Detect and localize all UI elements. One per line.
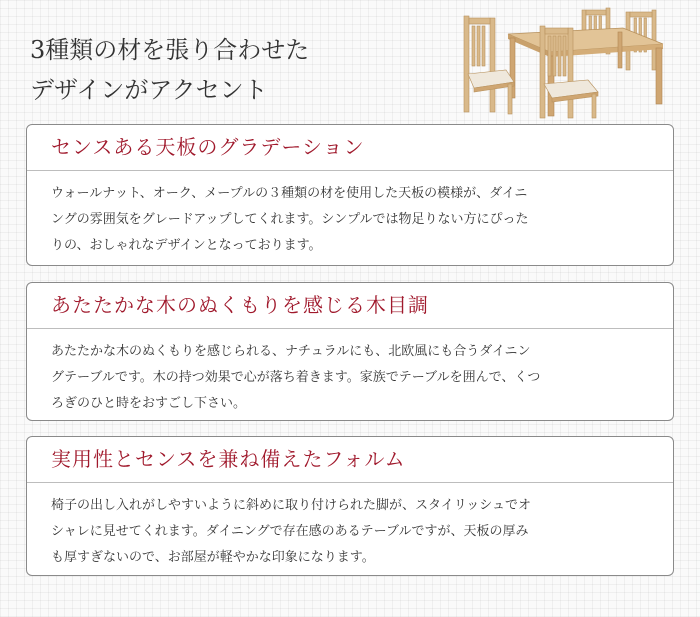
- section-practical-form: [26, 436, 674, 576]
- section-title: あたたかな木のぬくもりを感じる木目調: [27, 283, 673, 329]
- section-body: [27, 171, 673, 259]
- section-body-line: ろぎのひと時をおすごし下さい。: [51, 396, 247, 411]
- section-body-line: 椅子の出し入れがしやすいように斜めに取り付けられた脚が、スタイリッシュでオ: [51, 498, 531, 513]
- section-title: センスある天板のグラデーション: [27, 125, 673, 171]
- section-body-line: グテーブルです。木の持つ効果で心が落ち着きます。家族でテーブルを囲んで、くつ: [51, 370, 541, 385]
- section-body-line: も厚すぎないので、お部屋が軽やかな印象になります。: [51, 550, 375, 565]
- section-wood-warmth: [26, 282, 674, 421]
- main-heading-line-2: デザインがアクセント: [30, 76, 268, 104]
- section-body-line: シャレに見せてくれます。ダイニングで存在感のあるテーブルですが、天板の厚み: [51, 524, 529, 539]
- section-title: 実用性とセンスを兼ね備えたフォルム: [27, 437, 673, 483]
- dining-set-illustration-icon: [458, 4, 664, 120]
- section-body-line: あたたかな木のぬくもりを感じられる、ナチュラルにも、北欧風にも合うダイニン: [51, 344, 531, 359]
- section-body: [27, 483, 673, 571]
- main-heading: [30, 30, 450, 110]
- section-tabletop-gradation: [26, 124, 674, 266]
- section-body-line: ングの雰囲気をグレードアップしてくれます。シンプルでは物足りない方にぴった: [51, 212, 529, 227]
- section-body: [27, 329, 673, 417]
- main-heading-line-1: 3種類の材を張り合わせた: [30, 36, 310, 64]
- section-body-line: りの、おしゃれなデザインとなっております。: [51, 238, 322, 253]
- dining-set-image: [458, 4, 664, 120]
- section-body-line: ウォールナット、オーク、メープルの３種類の材を使用した天板の模様が、ダイニ: [51, 186, 528, 201]
